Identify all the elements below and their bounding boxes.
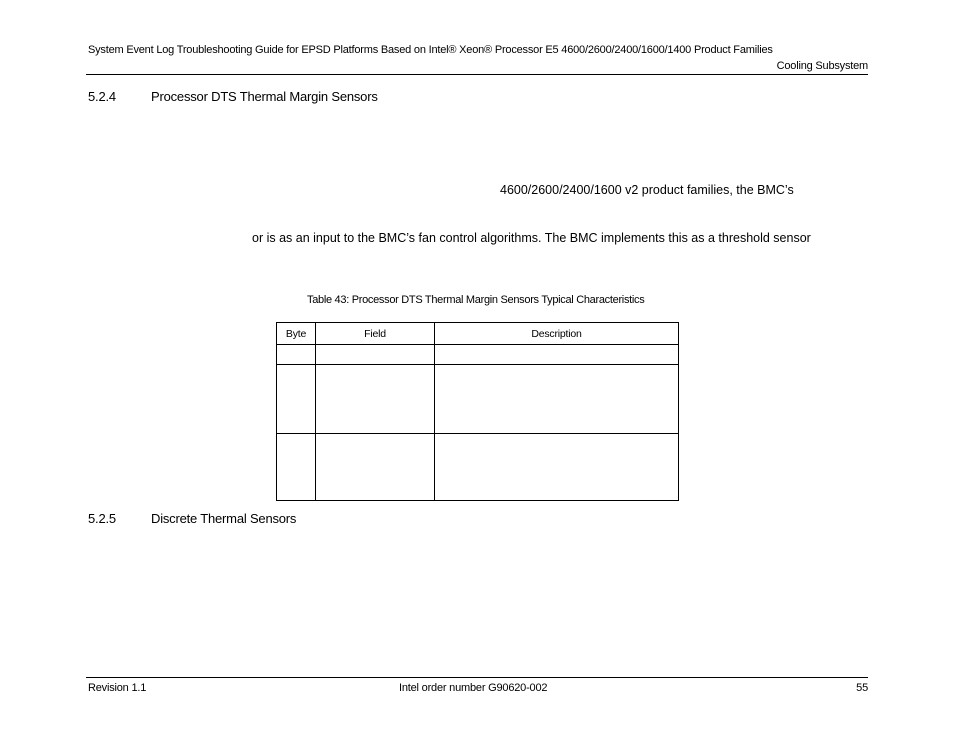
section-title: Discrete Thermal Sensors [151, 511, 297, 526]
table-header-row [277, 323, 679, 345]
footer-revision: Revision 1.1 [88, 682, 147, 694]
table-row [277, 434, 679, 501]
page-number: 55 [856, 682, 868, 694]
table-cell [277, 345, 316, 365]
footer-order-number: Intel order number G90620-002 [399, 682, 548, 694]
footer-rule [86, 677, 868, 678]
section-number: 5.2.4 [88, 89, 116, 104]
table-cell [316, 365, 435, 434]
header-section-name: Cooling Subsystem [776, 60, 868, 72]
table-cell [277, 434, 316, 501]
table-cell [316, 345, 435, 365]
table-cell [277, 365, 316, 434]
table-cell [316, 434, 435, 501]
column-header-field: Field [316, 323, 435, 345]
section-number: 5.2.5 [88, 511, 116, 526]
table-cell [435, 434, 679, 501]
table-row [277, 345, 679, 365]
section-heading-5-2-5 [88, 511, 296, 526]
characteristics-table [276, 322, 679, 501]
header-rule [86, 74, 868, 75]
section-heading-5-2-4 [88, 89, 378, 104]
table-cell [435, 365, 679, 434]
column-header-description: Description [435, 323, 679, 345]
section-title: Processor DTS Thermal Margin Sensors [151, 89, 378, 104]
table-cell [435, 345, 679, 365]
table-caption: Table 43: Processor DTS Thermal Margin Sensors Typical Characteristics [307, 294, 645, 306]
body-text-line: or is as an input to the BMC’s fan control algorithms. The BMC implements this as a threshold sensor [252, 231, 811, 245]
body-text-line: 4600/2600/2400/1600 v2 product families, the BMC’s [500, 183, 794, 197]
header-title: System Event Log Troubleshooting Guide for EPSD Platforms Based on Intel® Xeon® Processor E5 4600/2600/2400/1600/1400 Product Families [88, 44, 773, 56]
column-header-byte: Byte [277, 323, 316, 345]
table-row [277, 365, 679, 434]
